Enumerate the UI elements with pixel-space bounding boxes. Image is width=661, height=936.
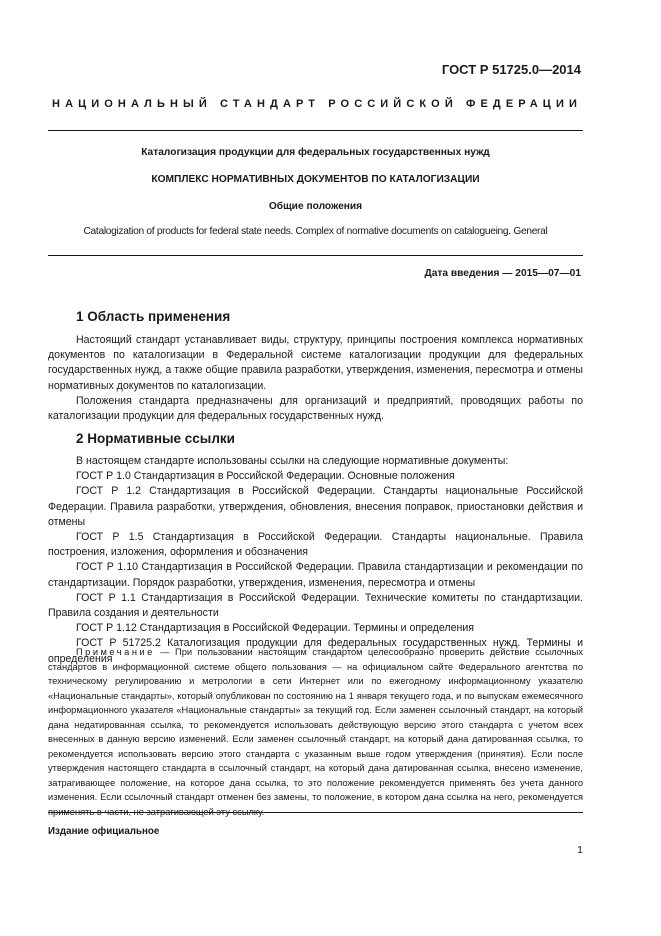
section-2-heading: 2 Нормативные ссылки bbox=[76, 431, 235, 446]
title-english: Catalogization of products for federal state needs. Complex of normative documents on catalogueing. General bbox=[83, 226, 548, 237]
national-standard-banner: НАЦИОНАЛЬНЫЙ СТАНДАРТ РОССИЙСКОЙ ФЕДЕРАЦИИ bbox=[52, 98, 582, 110]
section-1-body bbox=[48, 333, 583, 424]
reference-item: ГОСТ Р 51725.2 Каталогизация продукции для федеральных государственных нужд. Термины и определения bbox=[48, 637, 583, 665]
reference-item: ГОСТ Р 1.10 Стандартизация в Российской Федерации. Правила стандартизации и рекомендации по стандартизации. Порядок разработки, утверждения, изменения, пересмотра и отмены bbox=[48, 561, 583, 589]
divider-footer bbox=[48, 812, 583, 813]
reference-item: ГОСТ Р 1.0 Стандартизация в Российской Федерации. Основные положения bbox=[76, 470, 455, 483]
divider-top bbox=[48, 130, 583, 131]
section-1-heading: 1 Область применения bbox=[76, 309, 231, 324]
divider-middle bbox=[48, 255, 583, 256]
reference-item: ГОСТ Р 1.12 Стандартизация в Российской Федерации. Термины и определения bbox=[76, 622, 474, 635]
reference-note bbox=[48, 645, 583, 820]
references-intro: В настоящем стандарте использованы ссылки на следующие нормативные документы: bbox=[76, 455, 509, 467]
date-introduced: Дата введения — 2015—07—01 bbox=[424, 268, 581, 279]
title-subtitle: Общие положения bbox=[268, 201, 363, 212]
official-edition-label: Издание официальное bbox=[48, 826, 160, 837]
page-number: 1 bbox=[577, 844, 583, 856]
reference-item: ГОСТ Р 1.1 Стандартизация в Российской Федерации. Технические комитеты по стандартизации. Правила создания и деятельности bbox=[48, 591, 583, 620]
title-main: КОМПЛЕКС НОРМАТИВНЫХ ДОКУМЕНТОВ ПО КАТАЛОГИЗАЦИИ bbox=[151, 174, 480, 185]
section-1-paragraph: Настоящий стандарт устанавливает виды, структуру, принципы построения комплекса нормативных документов по каталогизации в Федеральной системе каталогизации продукции для федеральных государственных нужд, а также общие правила разработки, утверждения, изменения, пересмотра и отмены нормативных документов по каталогизации. bbox=[48, 334, 583, 392]
section-2-references bbox=[48, 454, 583, 667]
title-russian: Каталогизация продукции для федеральных государственных нужд bbox=[141, 147, 490, 158]
document-number: ГОСТ Р 51725.0—2014 bbox=[441, 62, 581, 77]
section-1-paragraph: Положения стандарта предназначены для организаций и предприятий, проводящих работы по каталогизации продукции для федеральных государственных нужд. bbox=[48, 394, 583, 423]
reference-item: ГОСТ Р 1.5 Стандартизация в Российской Федерации. Стандарты национальные. Правила построения, изложения, оформления и обозначения bbox=[48, 531, 583, 559]
note-label: Примечание bbox=[76, 647, 155, 657]
note-text: — При пользовании настоящим стандартом целесообразно проверить действие ссылочных стандартов в информационной системе общего пользования — на официальном сайте Федерального агентства по техническому регулированию и метрологии в сети Интернет или по ежегодному информационному указателю «Национальные стандарты», который опубликован по состоянию на 1 января текущего года, и по выпускам ежемесячного информационного указателя «Национальные стандарты» за текущий год. Если заменен ссылочный стандарт, на который дана недатированная ссылка, то рекомендуется использовать действующую версию этого стандарта с учетом всех внесенных в данную версию изменений. Если заменен ссылочный стандарт, на который дана датированная ссылка, то рекомендуется использовать версию этого стандарта с указанным выше годом утверждения (принятия). Если после утверждения настоящего стандарта в ссылочный стандарт, на который дана датированная ссылка, внесено изменение, затрагивающее положение, на которое дана ссылка, то это положение рекомендуется применять без учета данного изменения. Если ссылочный стандарт отменен без замены, то положение, в котором дана ссылка на него, рекомендуется применять в части, не затрагивающей эту ссылку. bbox=[48, 647, 583, 818]
reference-item: ГОСТ Р 1.2 Стандартизация в Российской Федерации. Стандарты национальные Российской Федерации. Правила разработки, утверждения, обновления, внесения поправок, приостановки действия и отмены bbox=[48, 485, 583, 528]
